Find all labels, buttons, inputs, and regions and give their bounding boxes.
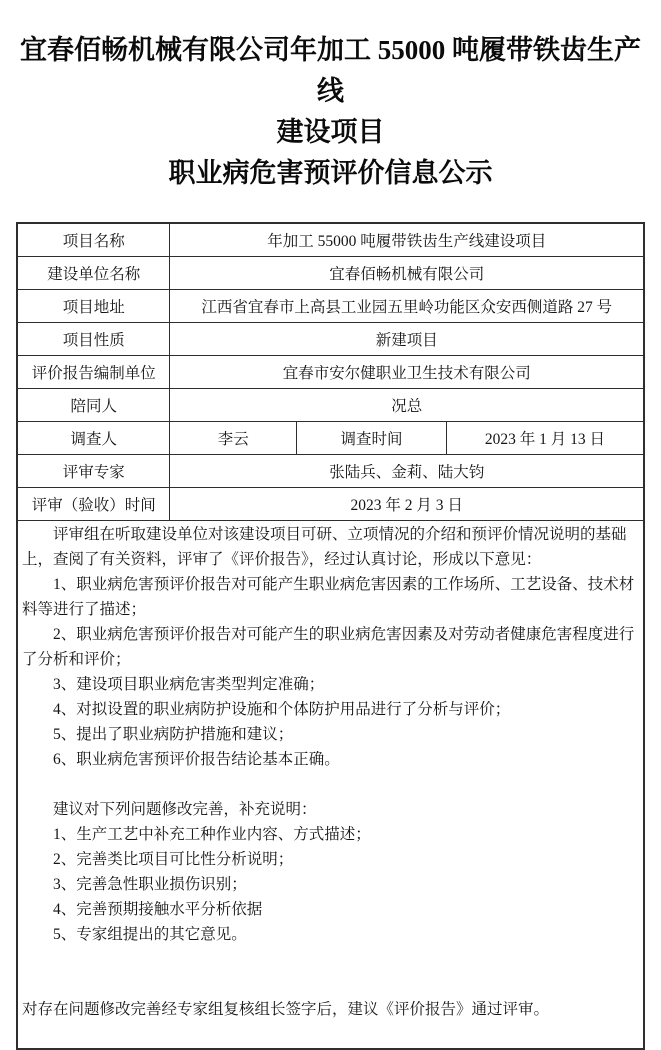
review-opinions-cell xyxy=(17,521,644,1050)
review-opinion-item: 3、建设项目职业病危害类型判定准确； xyxy=(53,676,325,693)
suggestion-item: 1、生产工艺中补充工种作业内容、方式描述； xyxy=(53,826,371,843)
field-label: 评审（验收）时间 xyxy=(17,488,170,521)
title-line-1: 宜春佰畅机械有限公司年加工 55000 吨履带铁齿生产线 xyxy=(20,35,641,106)
row-review-time xyxy=(17,488,644,521)
field-value: 宜春佰畅机械有限公司 xyxy=(170,257,644,290)
row-construction-unit xyxy=(17,257,644,290)
field-value: 年加工 55000 吨履带铁齿生产线建设项目 xyxy=(170,223,644,257)
field-label: 建设单位名称 xyxy=(17,257,170,290)
row-project-address xyxy=(17,290,644,323)
field-label: 评审专家 xyxy=(17,455,170,488)
row-review-experts xyxy=(17,455,644,488)
suggestion-item: 4、完善预期接触水平分析依据 xyxy=(53,901,263,918)
suggestion-item: 3、完善急性职业损伤识别； xyxy=(53,876,247,893)
title-line-2: 建设项目 xyxy=(276,117,385,147)
document-title xyxy=(18,30,643,194)
suggestion-intro: 建议对下列问题修改完善，补充说明： xyxy=(53,801,317,818)
field-label: 项目名称 xyxy=(17,223,170,257)
suggestion-item: 5、专家组提出的其它意见。 xyxy=(53,926,247,943)
field-value: 况总 xyxy=(170,389,644,422)
field-label: 评价报告编制单位 xyxy=(17,356,170,389)
field-value: 宜春市安尔健职业卫生技术有限公司 xyxy=(170,356,644,389)
field-label: 陪同人 xyxy=(17,389,170,422)
row-report-compiler xyxy=(17,356,644,389)
review-intro: 评审组在听取建设单位对该建设项目可研、立项情况的介绍和预评价情况说明的基础上，查阅了有关资料，评审了《评价报告》，经过认真讨论，形成以下意见： xyxy=(22,526,627,568)
review-opinion-item: 1、职业病危害预评价报告对可能产生职业病危害因素的工作场所、工艺设备、技术材料等进行了描述； xyxy=(22,576,635,618)
review-opinion-item: 4、对拟设置的职业病防护设施和个体防护用品进行了分析与评价； xyxy=(53,701,511,718)
field-label: 项目性质 xyxy=(17,323,170,356)
field-value: 新建项目 xyxy=(170,323,644,356)
row-project-nature xyxy=(17,323,644,356)
row-review-opinions xyxy=(17,521,644,1050)
field-value: 李云 xyxy=(170,422,297,455)
field-label: 项目地址 xyxy=(17,290,170,323)
review-opinion-item: 5、提出了职业病防护措施和建议； xyxy=(53,726,294,743)
blank-line xyxy=(22,972,639,997)
row-project-name xyxy=(17,223,644,257)
document-subtitle: 职业病危害预评价信息公示 xyxy=(168,158,493,188)
review-opinion-item: 2、职业病危害预评价报告对可能产生的职业病危害因素及对劳动者健康危害程度进行了分析和评价； xyxy=(22,626,635,668)
field-label: 调查时间 xyxy=(297,422,447,455)
row-accompanying-person xyxy=(17,389,644,422)
blank-line xyxy=(22,1022,639,1047)
row-investigator xyxy=(17,422,644,455)
field-value: 江西省宜春市上高县工业园五里岭功能区众安西侧道路 27 号 xyxy=(170,290,644,323)
project-info-table xyxy=(16,222,645,1050)
blank-line xyxy=(22,772,639,797)
field-value: 2023 年 2 月 3 日 xyxy=(170,488,644,521)
review-conclusion: 对存在问题修改完善经专家组复核组长签字后，建议《评价报告》通过评审。 xyxy=(22,1001,550,1018)
review-opinion-item: 6、职业病危害预评价报告结论基本正确。 xyxy=(53,751,340,768)
field-value: 2023 年 1 月 13 日 xyxy=(446,422,644,455)
suggestion-item: 2、完善类比项目可比性分析说明； xyxy=(53,851,294,868)
field-value: 张陆兵、金莉、陆大钧 xyxy=(170,455,644,488)
blank-line xyxy=(22,947,639,972)
field-label: 调查人 xyxy=(17,422,170,455)
